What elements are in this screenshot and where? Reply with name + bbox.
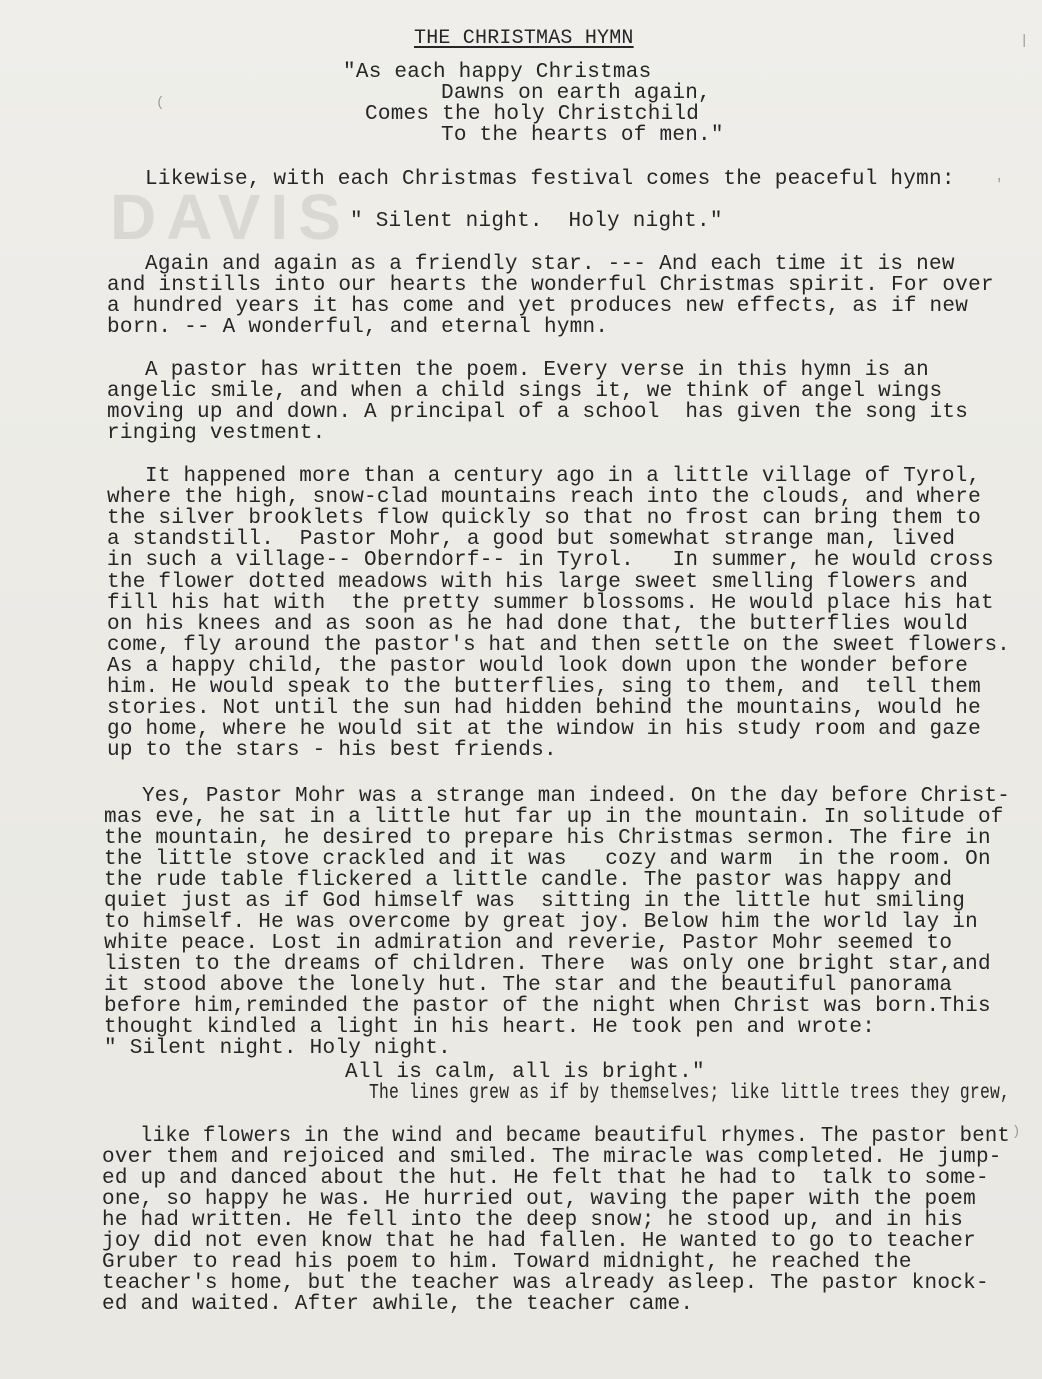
page-title: THE CHRISTMAS HYMN <box>414 27 634 50</box>
text-line: on his knees and as soon as he had done that, the butterflies would <box>107 613 969 636</box>
show-through-watermark: DAVIS <box>110 181 351 253</box>
text-line: to himself. He was overcome by great joy. Below him the world lay in <box>104 911 978 934</box>
text-line: born. -- A wonderful, and eternal hymn. <box>107 316 609 339</box>
text-line: go home, where he would sit at the window in his study room and gaze <box>107 718 981 741</box>
text-line: thought kindled a light in his heart. He took pen and wrote: <box>104 1016 876 1039</box>
paper-speck: | <box>1020 33 1029 49</box>
text-line: where the high, snow-clad mountains reach into the clouds, and where <box>107 486 981 509</box>
text-line: " Silent night. Holy night." <box>350 210 723 233</box>
text-line: As a happy child, the pastor would look down upon the wonder before <box>107 655 969 678</box>
text-line: All is calm, all is bright." <box>345 1061 705 1084</box>
text-line: he had written. He fell into the deep snow; he stood up, and in his <box>102 1209 964 1232</box>
text-line: moving up and down. A principal of a school has given the song its <box>107 401 969 424</box>
text-line: and instills into our hearts the wonderful Christmas spirit. For over <box>107 274 994 297</box>
text-line: joy did not even know that he had fallen. He wanted to go to teacher <box>102 1230 976 1253</box>
text-line: white peace. Lost in admiration and reverie, Pastor Mohr seemed to <box>104 932 953 955</box>
text-line: quiet just as if God himself was sitting in the little hut smiling <box>104 890 966 913</box>
text-line: stories. Not until the sun had hidden behind the mountains, would he <box>107 697 981 720</box>
text-line: over them and rejoiced and smiled. The miracle was completed. He jump- <box>102 1146 1002 1169</box>
text-line: come, fly around the pastor's hat and then settle on the sweet flowers. <box>107 634 1011 657</box>
text-line: ringing vestment. <box>107 422 326 445</box>
text-line: before him,reminded the pastor of the night when Christ was born.This <box>104 995 991 1018</box>
text-line: the silver brooklets flow quickly so that no frost can bring them to <box>107 507 981 530</box>
text-line: listen to the dreams of children. There was only one bright star,and <box>104 953 991 976</box>
text-line: the flower dotted meadows with his large sweet smelling flowers and <box>107 571 969 594</box>
text-line: like flowers in the wind and became beautiful rhymes. The pastor bent <box>140 1125 1011 1148</box>
text-line: Yes, Pastor Mohr was a strange man indeed. On the day before Christ- <box>142 785 1011 808</box>
text-line: The lines grew as if by themselves; like little trees they grew, <box>369 1082 1010 1105</box>
text-line: the little stove crackled and it was cozy and warm in the room. On <box>104 848 991 871</box>
text-line: Dawns on earth again, <box>441 82 711 105</box>
text-line: "As each happy Christmas <box>343 61 652 84</box>
text-line: the rude table flickered a little candle. The pastor was happy and <box>104 869 953 892</box>
text-line: angelic smile, and when a child sings it, we think of angel wings <box>107 380 943 403</box>
text-line: ed and waited. After awhile, the teacher came. <box>102 1293 694 1316</box>
text-line: one, so happy he was. He hurried out, waving the paper with the poem <box>102 1188 976 1211</box>
text-line: a hundred years it has come and yet produces new effects, as if new <box>107 295 969 318</box>
text-line: the mountain, he desired to prepare his Christmas sermon. The fire in <box>104 827 991 850</box>
text-line: To the hearts of men." <box>441 124 724 147</box>
text-line: It happened more than a century ago in a little village of Tyrol, <box>145 465 981 488</box>
text-line: A pastor has written the poem. Every verse in this hymn is an <box>145 359 929 382</box>
text-line: him. He would speak to the butterflies, sing to them, and tell them <box>107 676 981 699</box>
paper-speck: ( <box>156 95 165 111</box>
text-line: Comes the holy Christchild <box>365 103 700 126</box>
text-line: in such a village-- Oberndorf-- in Tyrol. In summer, he would cross <box>107 549 994 572</box>
text-line: it stood above the lonely hut. The star and the beautiful panorama <box>104 974 953 997</box>
text-line: up to the stars - his best friends. <box>107 739 557 762</box>
text-line: Gruber to read his poem to him. Toward midnight, he reached the <box>102 1251 912 1274</box>
text-line: teacher's home, but the teacher was already asleep. The pastor knock- <box>102 1272 989 1295</box>
text-line: a standstill. Pastor Mohr, a good but somewhat strange man, lived <box>107 528 956 551</box>
paper-speck: ' <box>995 177 1004 193</box>
text-line: Likewise, with each Christmas festival comes the peaceful hymn: <box>145 168 955 191</box>
text-line: fill his hat with the pretty summer blossoms. He would place his hat <box>107 592 994 615</box>
text-line: ed up and danced about the hut. He felt that he had to talk to some- <box>102 1167 989 1190</box>
text-line: mas eve, he sat in a little hut far up in the mountain. In solitude of <box>104 806 1004 829</box>
text-line: " Silent night. Holy night. <box>104 1037 452 1060</box>
paper-speck: ) <box>1012 1124 1021 1140</box>
text-line: Again and again as a friendly star. --- And each time it is new <box>145 253 955 276</box>
